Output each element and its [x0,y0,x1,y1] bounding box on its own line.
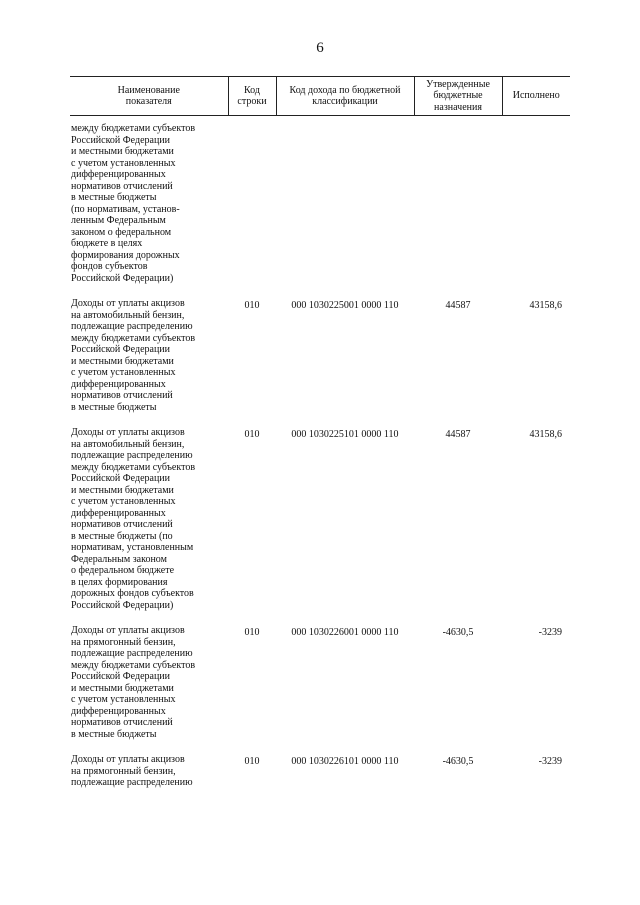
row-indicator-name: между бюджетами субъектов Российской Федерации и местными бюджетами с учетом установленных дифференцированных нормативов отчислений в местные бюджеты (по нормативам, установ- ленным Федеральным законом о федеральном бюджете в целях формирования дорожных фондов субъектов Российской Федерации) [71,123,196,284]
row-approved-amount [414,123,502,298]
row-line-code: 010 [244,756,260,767]
row-classification-code: 000 1030225001 0000 110 [291,300,399,311]
row-indicator-name: Доходы от уплаты акцизов на прямогонный бензин, подлежащие распределению между бюджетами субъектов Российской Федерации и местными бюджетами с учетом установленных дифференцированных нормативов отчислений в местные бюджеты [71,625,196,740]
header-approved-appropriations: Утвержденные бюджетные назначения [414,77,502,116]
row-line-code [228,123,276,298]
row-executed-amount: 43158,6 [529,429,562,440]
header-executed: Исполнено [502,77,570,116]
row-indicator-name: Доходы от уплаты акцизов на автомобильный бензин, подлежащие распределению между бюджетами субъектов Российской Федерации и местными бюджетами с учетом установленных дифференцированных нормативов отчислений в местные бюджеты [71,298,196,413]
header-budget-classification-code: Код дохода по бюджетной классификации [276,77,414,116]
row-approved-amount: 44587 [445,429,471,440]
budget-table-frame [70,76,570,803]
table-body [70,116,570,803]
row-line-code: 010 [244,429,260,440]
row-line-code: 010 [244,300,260,311]
row-executed-amount: 43158,6 [529,300,562,311]
row-classification-code: 000 1030225101 0000 110 [291,429,399,440]
table-row [70,754,570,803]
budget-table [70,76,570,803]
header-indicator-name: Наименование показателя [70,77,228,116]
row-line-code: 010 [244,627,260,638]
row-executed-amount: -3239 [538,627,562,638]
row-executed-amount [502,123,570,298]
row-classification-code [276,123,414,298]
page-number: 6 [316,40,324,56]
row-executed-amount: -3239 [538,756,562,767]
row-approved-amount: -4630,5 [442,756,474,767]
table-row [70,625,570,754]
table-header [70,77,570,116]
row-classification-code: 000 1030226001 0000 110 [291,627,399,638]
row-classification-code: 000 1030226101 0000 110 [291,756,399,767]
row-indicator-name: Доходы от уплаты акцизов на автомобильный бензин, подлежащие распределению между бюджетами субъектов Российской Федерации и местными бюджетами с учетом установленных дифференцированных нормативов отчислений в местные бюджеты (по нормативам, установленным Федеральным законом о федеральном бюджете в целях формирования дорожных фондов субъектов Российской Федерации) [71,427,196,611]
table-row [70,123,570,298]
row-approved-amount: 44587 [445,300,471,311]
table-row [70,427,570,625]
spacer-row [70,116,570,124]
row-indicator-name: Доходы от уплаты акцизов на прямогонный бензин, подлежащие распределению [71,754,193,788]
header-line-code: Код строки [228,77,276,116]
row-approved-amount: -4630,5 [442,627,474,638]
table-row [70,298,570,427]
